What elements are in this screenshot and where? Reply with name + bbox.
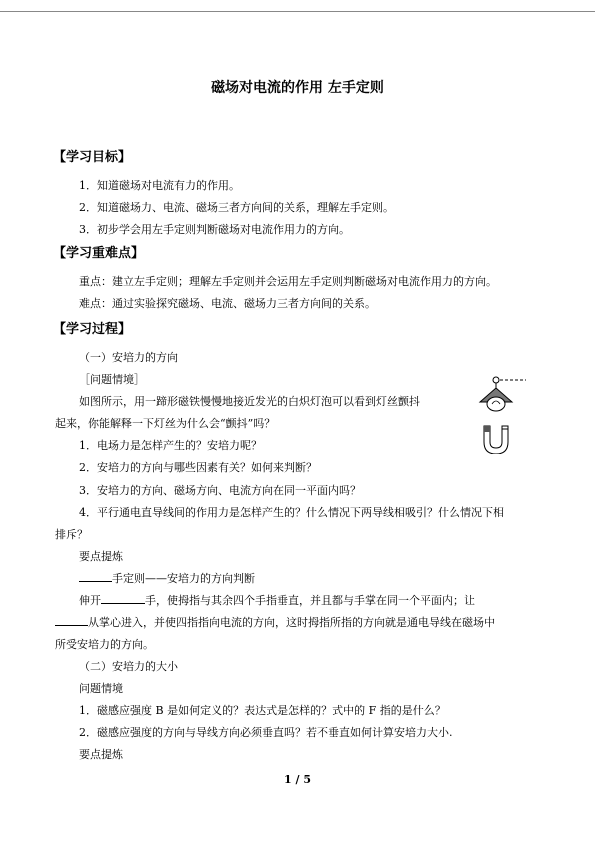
rule-text: 手，使拇指与其余四个手指垂直，并且都与手掌在同一个平面内；让 [145,594,475,607]
goal-item: 3．初步学会用左手定则判断磁场对电流作用力的方向。 [79,223,350,236]
question-item: 3．安培力的方向、磁场方向、电流方向在同一平面内吗？ [79,484,361,497]
question-item-continued: 排斥？ [55,528,88,541]
question-item: 2．安培力的方向与哪些因素有关？如何来判断？ [79,461,317,474]
key-points-label: 要点提炼 [79,748,123,761]
paragraph-line: 所受安培力的方向。 [55,638,154,651]
key-points-label: 要点提炼 [79,550,123,563]
section-heading-key-points: 【学习重难点】 [53,246,145,261]
rule-text: 从掌心进入，并使四指指向电流的方向，这时拇指所指的方向就是通电导线在磁场中 [88,616,495,629]
key-point-focus: 重点：建立左手定则；理解左手定则并会运用左手定则判断磁场对电流作用力的方向。 [79,275,497,288]
fill-in-blank[interactable] [79,570,112,582]
paragraph-line: 如图所示，用一蹄形磁铁慢慢地接近发光的白炽灯泡可以看到灯丝颤抖 [79,395,420,408]
subsection-heading: （一）安培力的方向 [79,351,178,364]
problem-situation-label: 问题情境 [79,682,123,695]
problem-situation-label: ［问题情境］ [79,373,145,386]
goal-item: 2．知道磁场力、电流、磁场三者方向间的关系，理解左手定则。 [79,201,394,214]
fill-in-line [55,614,495,630]
fill-in-line [79,570,255,586]
goal-item: 1．知道磁场对电流有力的作用。 [79,179,240,192]
fill-in-blank[interactable] [55,614,88,626]
question-item: 2．磁感应强度的方向与导线方向必须垂直吗？若不垂直如何计算安培力大小. [79,726,453,739]
paragraph-line: 起来，你能解释一下灯丝为什么会“颤抖”吗？ [55,417,276,430]
section-heading-goals: 【学习目标】 [53,150,132,165]
key-point-difficulty: 难点：通过实验探究磁场、电流、磁场力三者方向间的关系。 [79,297,376,310]
rule-text: 伸开 [79,594,101,607]
question-item: 4．平行通电直导线间的作用力是怎样产生的？什么情况下两导线相吸引？什么情况下相 [79,506,504,519]
document-title: 磁场对电流的作用 左手定则 [211,80,384,96]
lamp-magnet-illustration [468,374,528,454]
question-item: 1．电场力是怎样产生的？安培力呢？ [79,439,262,452]
question-item: 1．磁感应强度 B 是如何定义的？表达式是怎样的？式中的 F 指的是什么？ [79,704,446,717]
subsection-heading: （二）安培力的大小 [79,660,178,673]
header-rule [0,11,595,12]
fill-in-line [79,592,475,608]
fill-in-blank[interactable] [101,592,145,604]
section-heading-process: 【学习过程】 [53,322,132,337]
page-number: 1 / 5 [284,773,311,786]
rule-text: 手定则——安培力的方向判断 [112,572,255,585]
